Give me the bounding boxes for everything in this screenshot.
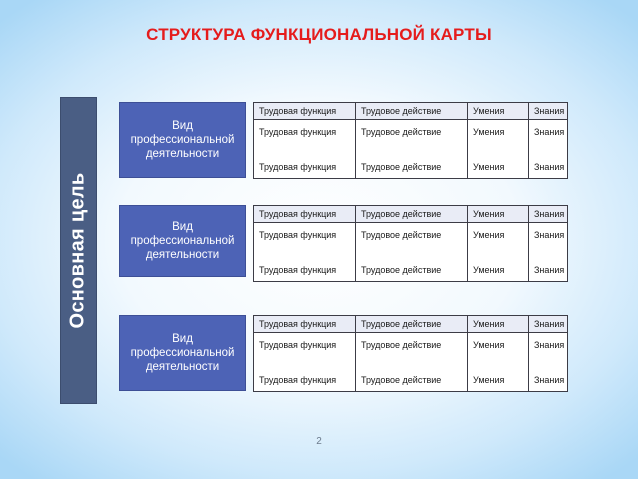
activity-type-box: Вид профессиональной деятельности: [119, 102, 246, 178]
table-row: [254, 365, 568, 392]
table-cell: Знания: [529, 152, 568, 179]
main-goal-bar: [60, 97, 97, 404]
table-cell: Трудовое действие: [356, 255, 468, 282]
table-cell: Умения: [468, 120, 529, 153]
table-cell: Трудовое действие: [356, 120, 468, 153]
table-cell: Умения: [468, 223, 529, 256]
table-cell: Умения: [468, 365, 529, 392]
table-cell: Знания: [529, 365, 568, 392]
table-cell: Трудовое действие: [356, 223, 468, 256]
table-row: [254, 316, 568, 333]
table-row: [254, 333, 568, 366]
table-row: [254, 120, 568, 153]
table-cell: Умения: [468, 206, 529, 223]
table-cell: Умения: [468, 333, 529, 366]
table-cell: Умения: [468, 152, 529, 179]
activity-type-box: Вид профессиональной деятельности: [119, 205, 246, 277]
table-cell: Трудовая функция: [254, 255, 356, 282]
function-table: [253, 102, 568, 179]
table-cell: Знания: [529, 333, 568, 366]
page-number: 2: [316, 436, 322, 447]
table-cell: Трудовое действие: [356, 152, 468, 179]
table-cell: Трудовое действие: [356, 316, 468, 333]
table-cell: Трудовая функция: [254, 223, 356, 256]
table-cell: Трудовая функция: [254, 152, 356, 179]
function-table: [253, 315, 568, 392]
table-cell: Умения: [468, 255, 529, 282]
table-cell: Знания: [529, 316, 568, 333]
table-cell: Трудовая функция: [254, 120, 356, 153]
table-cell: Знания: [529, 223, 568, 256]
function-table: [253, 205, 568, 282]
table-row: [254, 255, 568, 282]
table-cell: Трудовая функция: [254, 103, 356, 120]
table-cell: Трудовое действие: [356, 333, 468, 366]
table-cell: Трудовая функция: [254, 206, 356, 223]
table-cell: Трудовое действие: [356, 103, 468, 120]
table-cell: Трудовое действие: [356, 365, 468, 392]
table-cell: Знания: [529, 103, 568, 120]
main-goal-label: Основная цель: [67, 172, 89, 329]
table-cell: Знания: [529, 255, 568, 282]
table-cell: Трудовая функция: [254, 316, 356, 333]
table-cell: Умения: [468, 316, 529, 333]
activity-type-box: Вид профессиональной деятельности: [119, 315, 246, 391]
table-cell: Трудовая функция: [254, 333, 356, 366]
table-cell: Трудовая функция: [254, 365, 356, 392]
table-cell: Знания: [529, 120, 568, 153]
table-row: [254, 152, 568, 179]
table-row: [254, 223, 568, 256]
table-cell: Умения: [468, 103, 529, 120]
table-row: [254, 206, 568, 223]
table-cell: Трудовое действие: [356, 206, 468, 223]
table-row: [254, 103, 568, 120]
slide-title: СТРУКТУРА ФУНКЦИОНАЛЬНОЙ КАРТЫ: [146, 25, 492, 44]
table-cell: Знания: [529, 206, 568, 223]
